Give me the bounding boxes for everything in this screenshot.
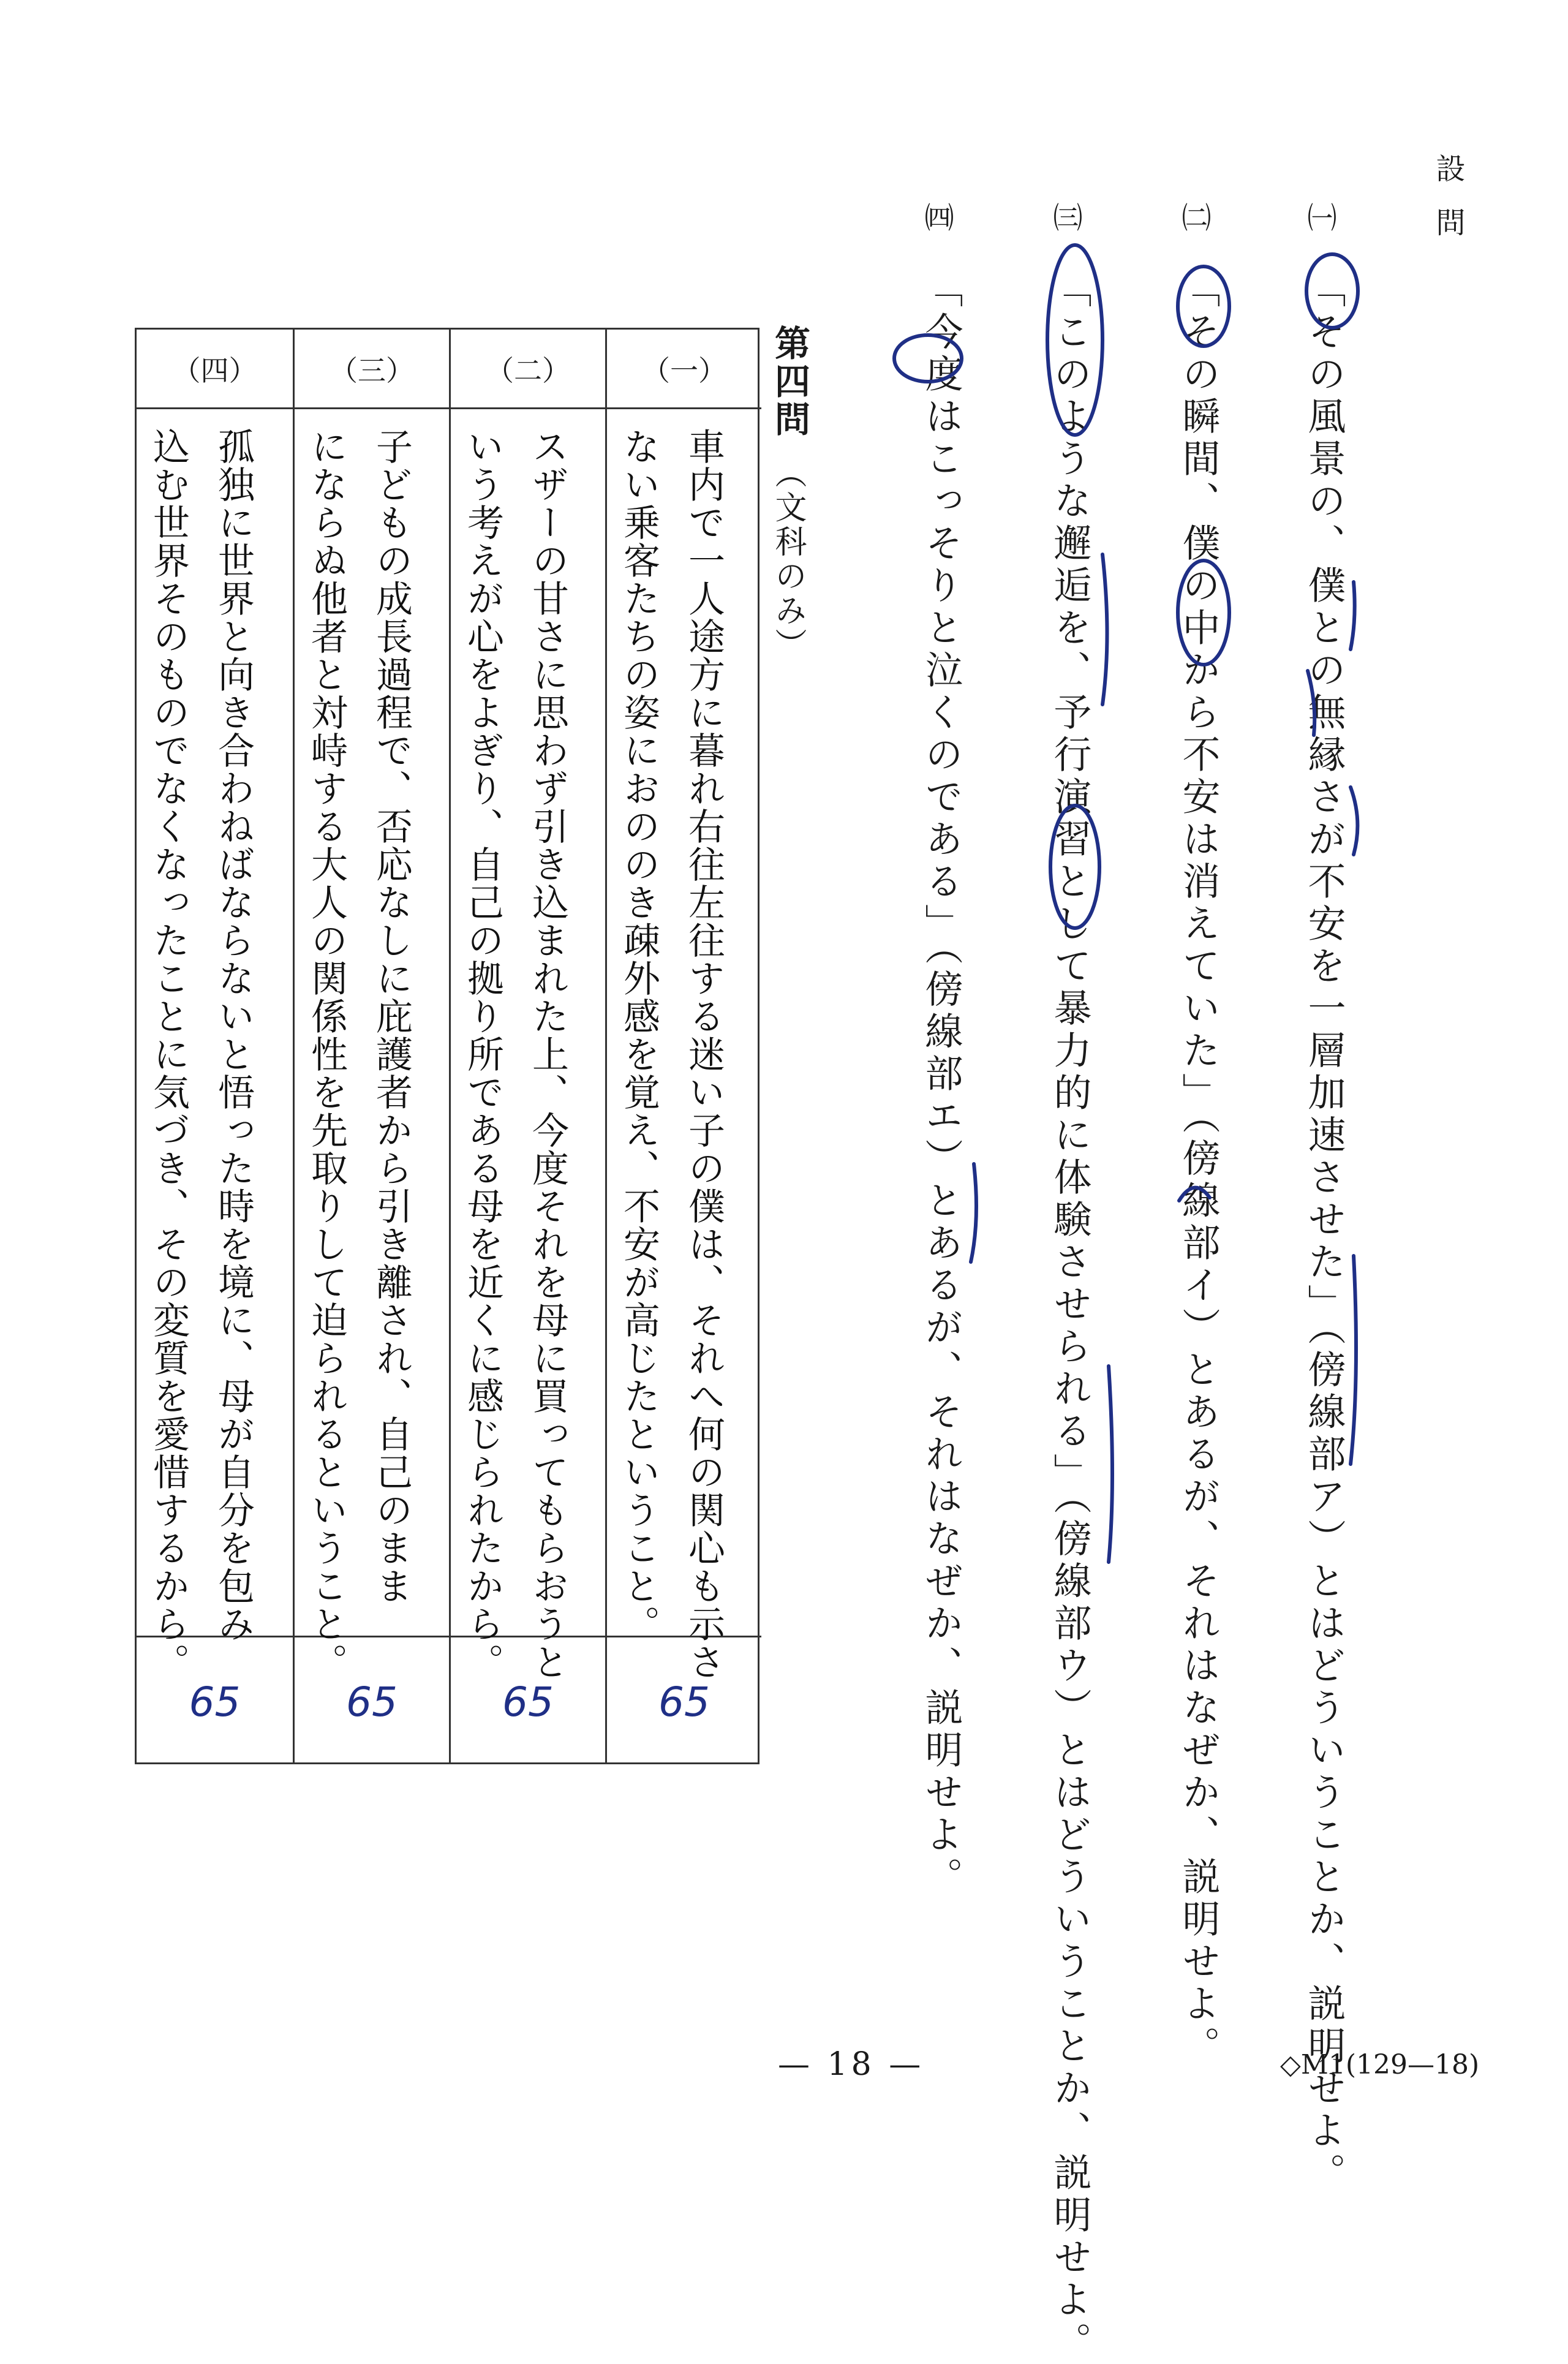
column-header: （三）	[295, 330, 449, 409]
answer-grid	[135, 328, 760, 1764]
question-text: 「その風景の、僕との無縁さが不安を一層加速させた」（傍線部ア）とはどういうことか、説明せよ。	[1302, 270, 1346, 2195]
question-number: ㈡	[1177, 202, 1211, 232]
circle-mark	[1178, 266, 1229, 346]
answer-column-4	[137, 330, 293, 1762]
answer-line: スザーの甘さに思わず引き込まれた上、今度それを母に買ってもらおうと	[526, 428, 569, 1681]
score-mark: 65	[189, 1678, 241, 1726]
answer-line: いう考えが心をよぎり、自己の拠り所である母を近くに感じられたから。	[461, 428, 504, 1681]
answer-line: にならぬ他者と対峙する大人の関係性を先取りして迫られるということ。	[305, 428, 348, 1681]
score-mark: 65	[346, 1678, 398, 1726]
exam-code: ◇M1(129—18)	[1280, 2049, 1480, 2080]
sheet-title: 第四問	[769, 325, 810, 439]
circle-mark	[1178, 561, 1229, 665]
answer-area[interactable]	[295, 409, 449, 1681]
question-number: ㈢	[1048, 202, 1082, 232]
column-header: （一）	[607, 330, 761, 409]
page-number: — 18 —	[778, 2046, 925, 2083]
circle-mark	[894, 335, 962, 382]
section-heading: 設問	[1431, 153, 1465, 261]
answer-line: 車内で一人途方に暮れ右往左往する迷い子の僕は、それへ何の関心も示さ	[682, 428, 725, 1681]
answer-line: ない乗客たちの姿におののき疎外感を覚え、不安が高じたということ。	[617, 428, 660, 1643]
answer-column-3	[293, 330, 449, 1762]
answer-area[interactable]	[607, 409, 761, 1681]
answer-column-2	[449, 330, 605, 1762]
sheet-subtitle: （文科のみ）	[769, 456, 806, 662]
question-text: 「その瞬間、僕の中から不安は消えていた」（傍線部イ）とあるが、それはなぜか、説明せよ。	[1176, 270, 1221, 2068]
column-header: （四）	[137, 330, 293, 409]
answer-line: 込む世界そのものでなくなったことに気づき、その変質を愛惜するから。	[147, 428, 190, 1681]
question-text: 「今度はこっそりと泣くのである」（傍線部エ）とあるが、それはなぜか、説明せよ。	[919, 270, 963, 1899]
answer-line: 孤独に世界と向き合わねばならないと悟った時を境に、母が自分を包み	[212, 428, 255, 1643]
answer-area[interactable]	[451, 409, 605, 1681]
question-text: 「このような邂逅を、予行演習として暴力的に体験させられる」（傍線部ウ）とはどういうことか、説明せよ。	[1047, 270, 1092, 2364]
answer-column-1	[605, 330, 761, 1762]
circle-mark	[1050, 806, 1099, 928]
question-number: ㈣	[919, 202, 954, 232]
column-header: （二）	[451, 330, 605, 409]
answer-line: 子どもの成長過程で、否応なしに庇護者から引き離され、自己のまま	[370, 428, 413, 1605]
circle-mark	[1306, 254, 1358, 328]
score-mark: 65	[658, 1678, 710, 1726]
score-mark: 65	[502, 1678, 554, 1726]
circle-mark	[1047, 245, 1102, 435]
question-number: ㈠	[1302, 202, 1336, 232]
answer-area[interactable]	[137, 409, 293, 1681]
